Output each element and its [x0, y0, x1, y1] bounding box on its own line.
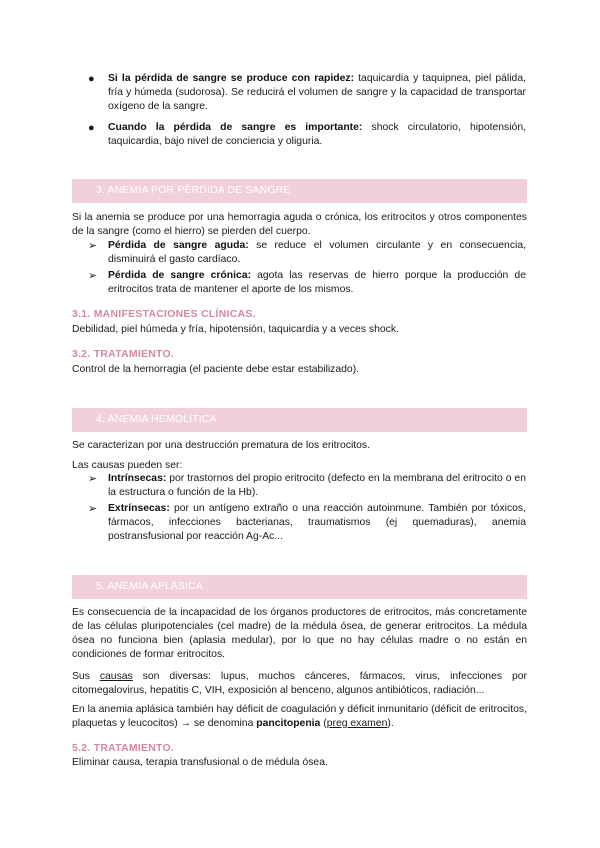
item-label: Intrínsecas: — [108, 473, 167, 484]
item-body: por trastornos del propio eritrocito (defecto en la membrana del eritrocito o en la estructura o función de la Hb). — [108, 473, 526, 498]
item-extrinsic — [108, 502, 526, 544]
section-5-paragraph-1: Es consecuencia de la incapacidad de los órganos productores de eritrocitos, más concretamente de las células pluripotenciales (cel madre) de la médula ósea, de generar eritrocitos. La médula ósea no funciona bien (aplasia medular), por lo que no hay células madre o no están en condiciones de formar eritrocitos. — [72, 607, 527, 660]
arrow-bullet: ➢ — [88, 503, 98, 515]
text-run: Sus — [72, 671, 100, 682]
subsection-3-2-title: 3.2. TRATAMIENTO. — [72, 349, 175, 360]
subsection-5-2-text: Eliminar causa, terapia transfusional o de médula ósea. — [72, 757, 328, 768]
bullet-body: taquicardia y taquipnea, piel pálida, fría y húmeda (sudorosa). Se reducirá el volumen de sangre y la capacidad de transportar oxígeno de la sangre. — [108, 73, 526, 112]
bullet-important-loss — [108, 121, 526, 149]
item-chronic-loss — [108, 269, 526, 297]
text-run: En la anemia aplásica también hay déficit de coagulación y déficit inmunitario (déficit de eritrocitos, plaquetas y leucocitos) → se denomina — [72, 704, 527, 729]
bullet-label: Cuando la pérdida de sangre es importante: — [108, 122, 363, 133]
item-intrinsic — [108, 472, 526, 500]
bullet-rapid-loss — [108, 72, 526, 114]
exam-note: preg examen — [326, 718, 388, 729]
section-3-banner: 3. ANEMIA POR PÉRDIDA DE SANGRE — [72, 179, 527, 203]
text-run: son diversas: lupus, muchos cánceres, fármacos, virus, infecciones por citomegalovirus, hepatitis C, VIH, exposición al benceno, algunos antibióticos, radiación... — [72, 671, 527, 696]
item-body: por un antígeno extraño o una reacción autoinmune. También por tóxicos, fármacos, infecciones bacterianas, traumatismos (ej quemaduras), anemia postransfusional por reacción Ag-Ac... — [108, 503, 526, 542]
section-3-intro: Si la anemia se produce por una hemorragia aguda o crónica, los eritrocitos y otros componentes de la sangre (como el hierro) se pierden del cuerpo. — [72, 212, 527, 237]
arrow-bullet: ➢ — [88, 473, 98, 485]
subsection-3-1-text: Debilidad, piel húmeda y fría, hipotensión, taquicardia y a veces shock. — [72, 324, 399, 335]
item-label: Pérdida de sangre crónica: — [108, 270, 252, 281]
causes-underlined: causas — [99, 671, 133, 682]
text-run: ( — [320, 718, 327, 729]
section-4-banner: 4. ANEMIA HEMOLÍTICA — [72, 408, 527, 432]
bullet-dot: ● — [88, 122, 95, 134]
subsection-5-2-title: 5.2. TRATAMIENTO. — [72, 743, 175, 754]
item-body: agota las reservas de hierro porque la producción de eritrocitos trata de mantener el aporte de los mismos. — [108, 270, 526, 295]
section-4-causes-label: Las causas pueden ser: — [72, 460, 183, 471]
subsection-3-1-title: 3.1. MANIFESTACIONES CLÍNICAS. — [72, 309, 256, 320]
section-5-paragraph-3 — [72, 703, 527, 731]
bullet-dot: ● — [88, 73, 95, 85]
section-5-banner: 5. ANEMIA APLÁSICA — [72, 575, 527, 599]
item-label: Pérdida de sangre aguda: — [108, 240, 249, 251]
bullet-body: shock circulatorio, hipotensión, taquicardia, bajo nivel de conciencia y oliguria. — [108, 122, 527, 147]
item-label: Extrínsecas: — [108, 503, 170, 514]
item-body: se reduce el volumen circulante y en consecuencia, disminuirá el gasto cardíaco. — [108, 240, 526, 265]
text-run: ). — [387, 718, 394, 729]
pancitopenia-term: pancitopenia — [256, 718, 321, 729]
item-acute-loss — [108, 239, 526, 267]
arrow-bullet: ➢ — [88, 270, 98, 282]
section-4-intro: Se caracterizan por una destrucción prematura de los eritrocitos. — [72, 440, 371, 451]
subsection-3-2-text: Control de la hemorragia (el paciente debe estar estabilizado). — [72, 364, 360, 375]
arrow-bullet: ➢ — [88, 240, 98, 252]
section-5-paragraph-2 — [72, 670, 527, 698]
bullet-label: Si la pérdida de sangre se produce con rapidez: — [108, 73, 355, 84]
